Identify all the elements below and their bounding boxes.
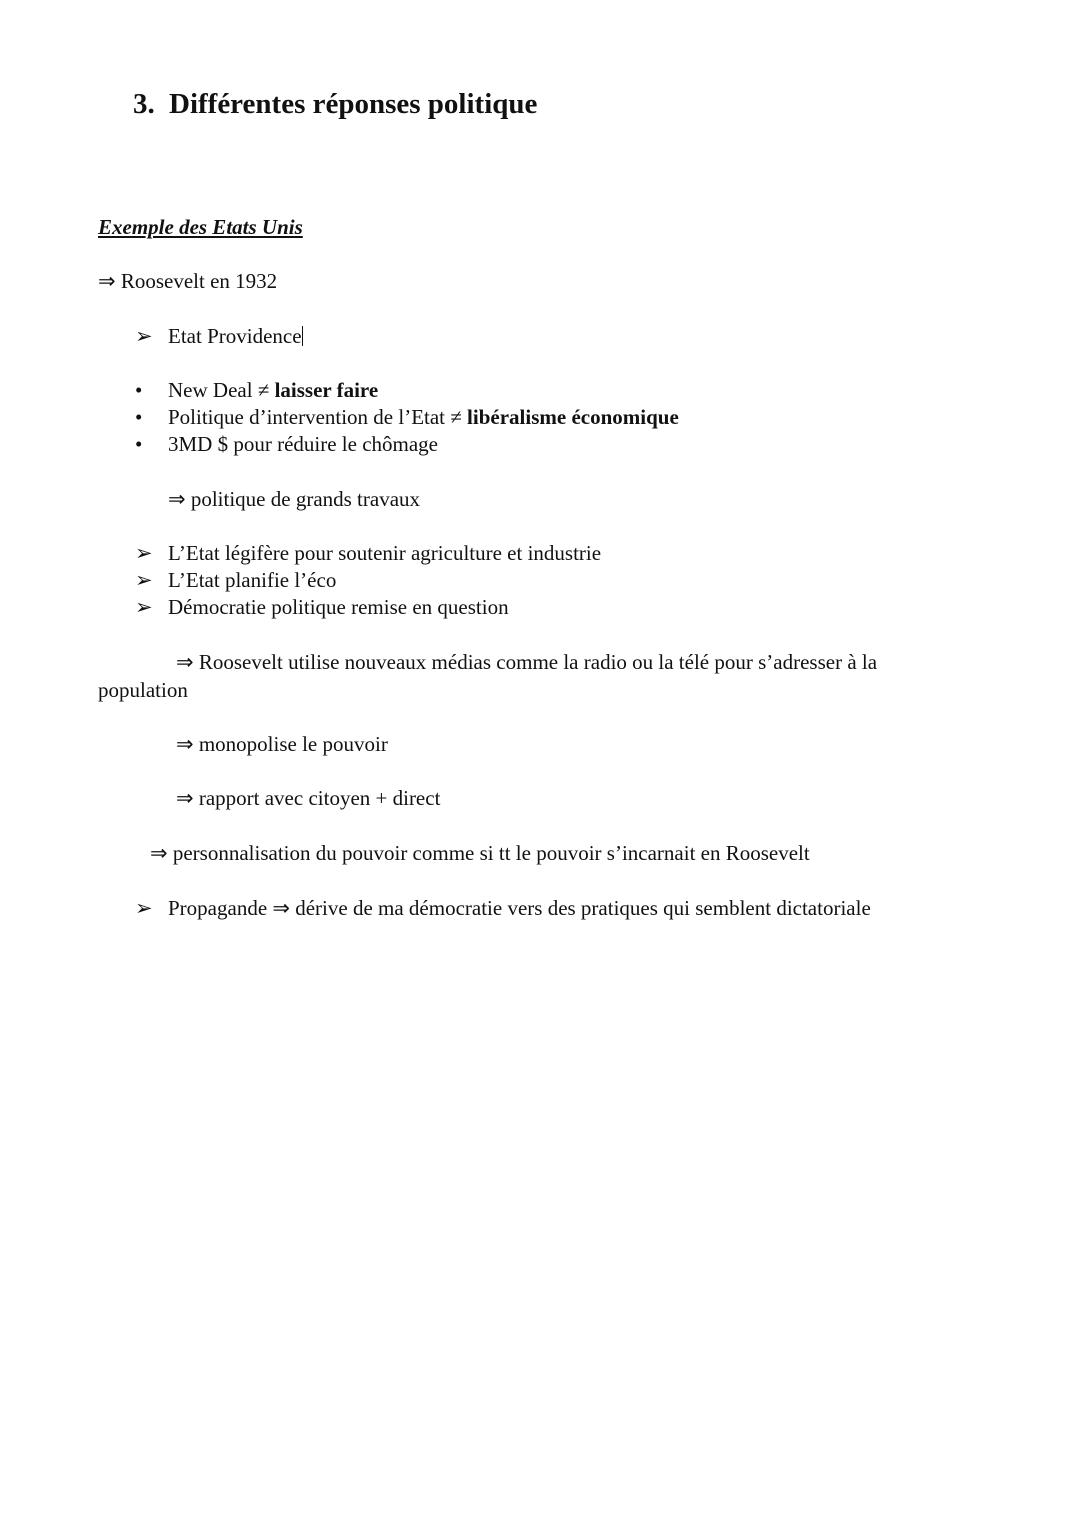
arrow-bullet-icon: ➢ bbox=[135, 568, 153, 592]
list-item-text: Politique d’intervention de l’Etat ≠ libéralisme économique bbox=[168, 405, 679, 429]
list-item-text: New Deal ≠ laisser faire bbox=[168, 378, 379, 402]
heading-number: 3. bbox=[133, 88, 155, 120]
dot-bullet-icon: • bbox=[135, 405, 143, 429]
medias-paragraph: ⇒ Roosevelt utilise nouveaux médias comme la radio ou la télé pour s’adresser à la population bbox=[98, 650, 878, 702]
list-item-text: Démocratie politique remise en question bbox=[168, 595, 509, 619]
arrow-bullet-icon: ➢ bbox=[135, 324, 153, 348]
arrow-bullet-icon: ➢ bbox=[135, 595, 153, 619]
arrow-bullet-icon: ➢ bbox=[135, 541, 153, 565]
list-item-text: L’Etat planifie l’éco bbox=[168, 568, 337, 592]
rapport-line: ⇒ rapport avec citoyen + direct bbox=[176, 786, 441, 810]
section-heading bbox=[133, 86, 537, 122]
personnalisation-line: ⇒ personnalisation du pouvoir comme si tt le pouvoir s’incarnait en Roosevelt bbox=[150, 841, 810, 865]
list-item-text: L’Etat légifère pour soutenir agriculture et industrie bbox=[168, 541, 602, 565]
monopolise-line: ⇒ monopolise le pouvoir bbox=[176, 732, 388, 756]
dot-bullet-icon: • bbox=[135, 432, 143, 456]
intro-line: ⇒ Roosevelt en 1932 bbox=[98, 269, 278, 293]
list-item-text: Propagande ⇒ dérive de ma démocratie vers des pratiques qui semblent dictatoriale bbox=[168, 896, 871, 920]
dot-bullet-icon: • bbox=[135, 378, 143, 402]
subheading: Exemple des Etats Unis bbox=[98, 215, 303, 239]
text-cursor bbox=[302, 326, 303, 346]
list-item-text[interactable]: Etat Providence bbox=[168, 324, 302, 348]
grands-travaux-line: ⇒ politique de grands travaux bbox=[168, 487, 421, 511]
list-item-text: 3MD $ pour réduire le chômage bbox=[168, 432, 438, 456]
heading-title: Différentes réponses politique bbox=[169, 88, 538, 120]
arrow-bullet-icon: ➢ bbox=[135, 896, 153, 920]
